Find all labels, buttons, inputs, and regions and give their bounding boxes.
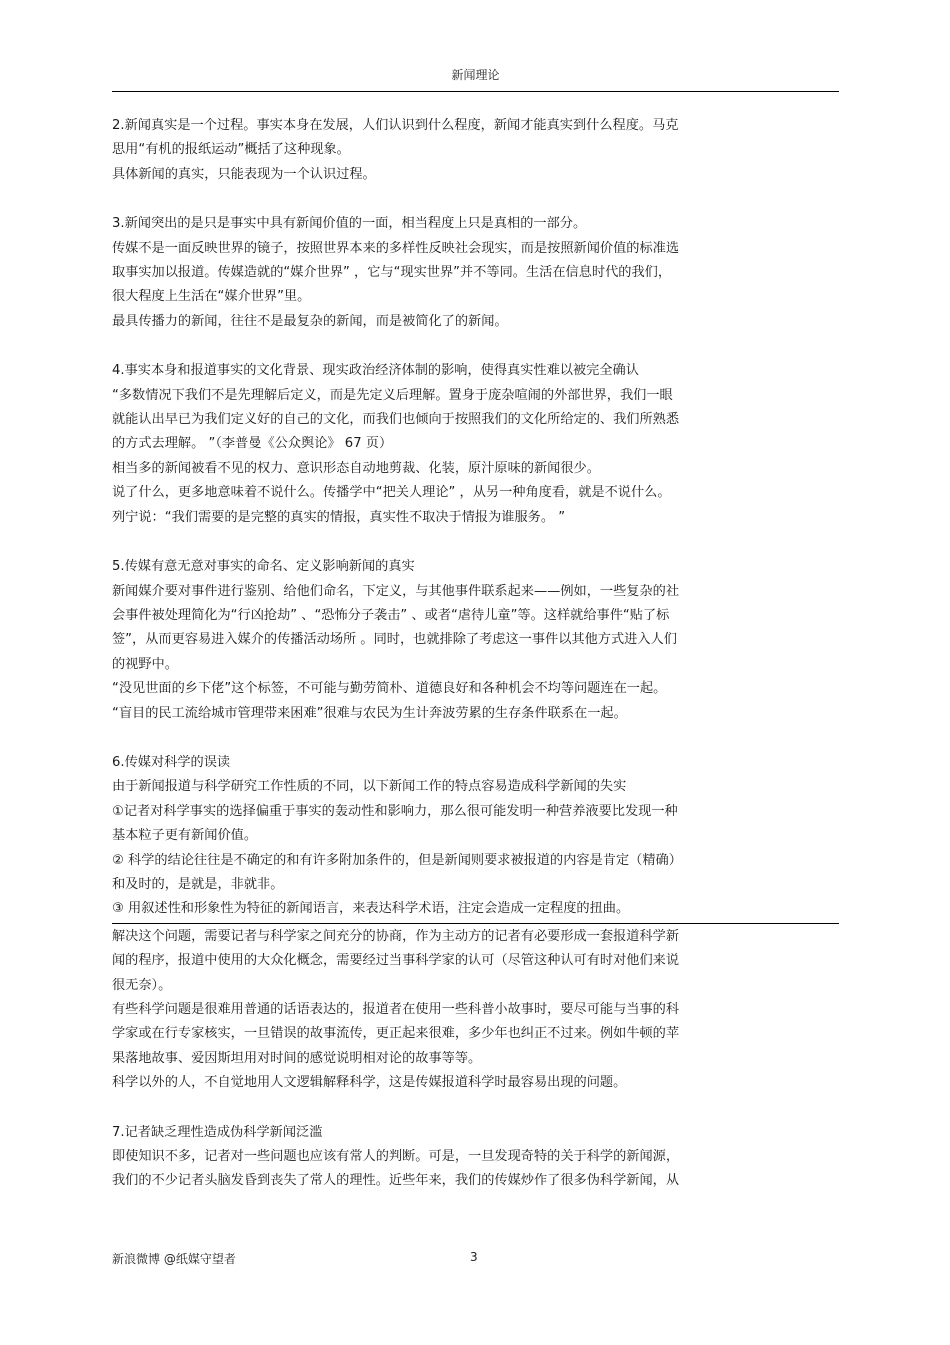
section-4 xyxy=(112,359,847,530)
text-line: 由于新闻报道与科学研究工作性质的不同，以下新闻工作的特点容易造成科学新闻的失实 xyxy=(112,779,627,795)
text-line: 会事件被处理简化为“行凶抢劫” 、“恐怖分子袭击” 、或者“虐待儿童”等。这样就给事件“贴了标 xyxy=(112,607,670,623)
section-heading: 7.记者缺乏理性造成伪科学新闻泛滥 xyxy=(112,1124,323,1140)
horizontal-divider xyxy=(112,923,839,924)
page-number: 3 xyxy=(470,1250,478,1264)
text-line: 基本粒子更有新闻价值。 xyxy=(112,828,258,844)
footer-source: 新浪微博 @纸媒守望者 xyxy=(112,1252,236,1266)
text-line: 新闻媒介要对事件进行鉴别、给他们命名，下定义，与其他事件联系起来——例如，一些复杂的社 xyxy=(112,583,680,599)
text-line: 很无奈）。 xyxy=(112,977,172,993)
text-line: 签”，从而更容易进入媒介的传播活动场所 。同时，也就排除了考虑这一事件以其他方式进入人们 xyxy=(112,632,677,648)
text-line: 相当多的新闻被看不见的权力、意识形态自动地剪裁、化装，原汁原味的新闻很少。 xyxy=(112,460,600,476)
header-rule xyxy=(112,91,839,92)
text-line: “多数情况下我们不是先理解后定义，而是先定义后理解。置身于庞杂喧闹的外部世界，我们一眼 xyxy=(112,387,673,403)
text-line: 即使知识不多，记者对一些问题也应该有常人的判断。可是，一旦发现奇特的关于科学的新闻源， xyxy=(112,1149,680,1165)
section-5 xyxy=(112,555,847,726)
text-line: 的方式去理解。 ”（李普曼《公众舆论》 67 页） xyxy=(112,436,393,452)
text-line: 传媒不是一面反映世界的镜子，按照世界本来的多样性反映社会现实，而是按照新闻价值的标准选 xyxy=(112,240,680,256)
text-line: ①记者对科学事实的选择偏重于事实的轰动性和影响力，那么很可能发明一种营养液要比发现一种 xyxy=(112,803,678,819)
section-3 xyxy=(112,212,847,334)
text-line: 的视野中。 xyxy=(112,656,178,672)
section-heading: 5.传媒有意无意对事实的命名、定义影响新闻的真实 xyxy=(112,559,415,575)
text-line: 具体新闻的真实，只能表现为一个认识过程。 xyxy=(112,166,376,182)
section-heading: 2.新闻真实是一个过程。事实本身在发展，人们认识到什么程度，新闻才能真实到什么程度。马克 xyxy=(112,118,679,133)
text-line: 科学以外的人，不自觉地用人文逻辑解释科学，这是传媒报道科学时最容易出现的问题。 xyxy=(112,1075,627,1091)
text-line: 解决这个问题，需要记者与科学家之间充分的协商，作为主动方的记者有必要形成一套报道科学新 xyxy=(112,928,680,944)
section-6 xyxy=(112,751,847,1096)
text-line: 有些科学问题是很难用普通的话语表达的，报道者在使用一些科普小故事时，要尽可能与当事的科 xyxy=(112,1002,680,1017)
text-line: 说了什么，更多地意味着不说什么。传播学中“把关人理论” ，从另一种角度看，就是不说什么。 xyxy=(112,485,671,501)
text-line: 果落地故事、爱因斯坦用对时间的感觉说明相对论的故事等等。 xyxy=(112,1050,482,1066)
text-line: 学家或在行专家核实，一旦错误的故事流传，更正起来很难，多少年也纠正不过来。例如牛顿的苹 xyxy=(112,1026,680,1042)
text-line: 列宁说：“我们需要的是完整的真实的情报，真实性不取决于情报为谁服务。 ” xyxy=(112,509,566,525)
section-2 xyxy=(112,114,847,187)
section-heading: 6.传媒对科学的误读 xyxy=(112,754,231,770)
section-heading: 4.事实本身和报道事实的文化背景、现实政治经济体制的影响，使得真实性难以被完全确认 xyxy=(112,363,639,379)
text-line: 和及时的，是就是，非就非。 xyxy=(112,876,284,892)
text-line: “没见世面的乡下佬”这个标签，不可能与勤劳简朴、道德良好和各种机会不均等问题连在一起。 xyxy=(112,681,667,697)
text-line: ③ 用叙述性和形象性为特征的新闻语言，来表达科学术语，注定会造成一定程度的扭曲。 xyxy=(112,901,630,917)
section-7 xyxy=(112,1121,847,1194)
text-line: 闻的程序，报道中使用的大众化概念，需要经过当事科学家的认可（尽管这种认可有时对他们来说 xyxy=(112,953,680,969)
document-body xyxy=(112,114,847,1194)
text-line: “盲目的民工流给城市管理带来困难”很难与农民为生计奔波劳累的生存条件联系在一起。 xyxy=(112,705,627,721)
text-line: 思用“有机的报纸运动”概括了这种现象。 xyxy=(112,142,350,158)
text-line: 取事实加以报道。传媒造就的“媒介世界” ，它与“现实世界”并不等同。生活在信息时代的我们， xyxy=(112,265,672,281)
text-line: 就能认出早已为我们定义好的自己的文化，而我们也倾向于按照我们的文化所给定的、我们所熟悉 xyxy=(112,412,680,428)
text-line: 我们的不少记者头脑发昏到丧失了常人的理性。近些年来，我们的传媒炒作了很多伪科学新闻，从 xyxy=(112,1173,680,1189)
text-line: 很大程度上生活在“媒介世界”里。 xyxy=(112,289,311,305)
section-heading: 3.新闻突出的是只是事实中具有新闻价值的一面，相当程度上只是真相的一部分。 xyxy=(112,216,587,232)
text-line: 最具传播力的新闻，往往不是最复杂的新闻，而是被简化了的新闻。 xyxy=(112,313,508,329)
page-header: 新闻理论 xyxy=(451,68,500,82)
text-line: ② 科学的结论往往是不确定的和有许多附加条件的，但是新闻则要求被报道的内容是肯定（精确） xyxy=(112,852,682,868)
